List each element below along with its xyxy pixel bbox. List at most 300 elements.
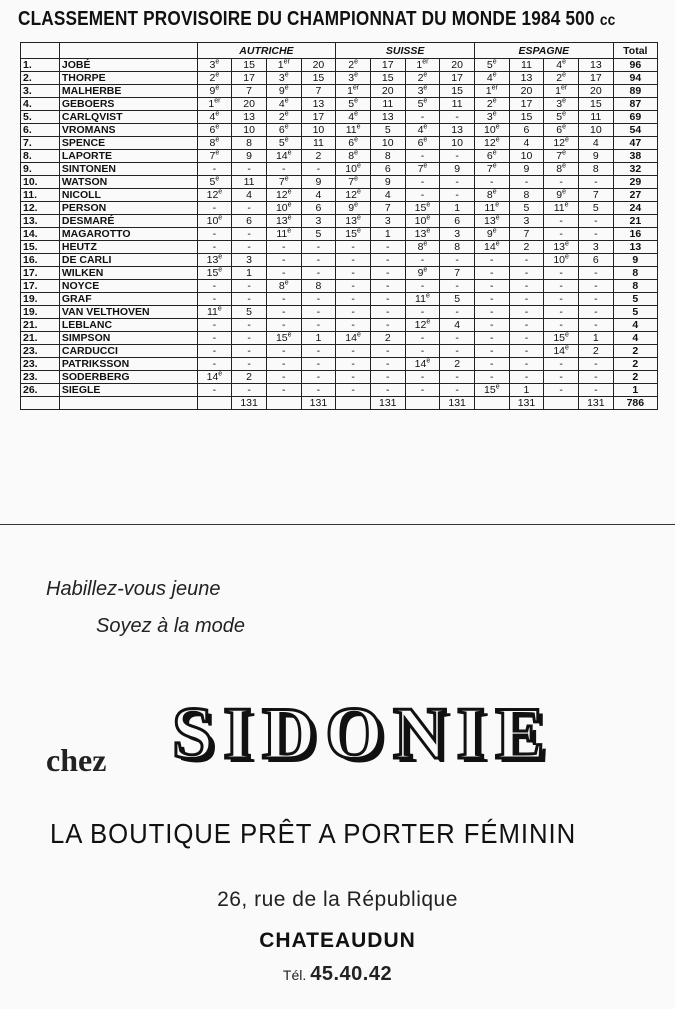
points-cell: 1: [578, 332, 613, 345]
placing-cell: 3e: [544, 98, 579, 111]
placing-cell: 9e: [474, 228, 509, 241]
points-cell: -: [370, 280, 405, 293]
total-cell: 29: [613, 176, 657, 189]
points-cell: -: [509, 267, 544, 280]
section-divider: [0, 524, 675, 525]
placing-cell: 11e: [544, 202, 579, 215]
total-cell: 87: [613, 98, 657, 111]
rider-name-cell: WILKEN: [59, 267, 197, 280]
placing-cell: -: [197, 293, 232, 306]
table-row: [21, 202, 658, 215]
rider-name-cell: VAN VELTHOVEN: [59, 306, 197, 319]
points-cell: 13: [301, 98, 336, 111]
table-row: [21, 85, 658, 98]
points-cell: 1: [509, 384, 544, 397]
placing-cell: 14e: [405, 358, 440, 371]
points-cell: -: [578, 280, 613, 293]
sum-blank-cell: [474, 397, 509, 410]
placing-cell: 4e: [474, 72, 509, 85]
points-cell: 13: [440, 124, 475, 137]
placing-cell: 4e: [336, 111, 371, 124]
placing-cell: -: [197, 319, 232, 332]
placing-cell: 2e: [336, 59, 371, 72]
total-cell: 2: [613, 358, 657, 371]
grand-total-cell: 786: [613, 397, 657, 410]
points-cell: -: [232, 202, 267, 215]
points-cell: 3: [509, 215, 544, 228]
rank-cell: 11.: [21, 189, 60, 202]
standings-body: [21, 59, 658, 410]
placing-cell: 4e: [266, 98, 301, 111]
placing-cell: -: [197, 358, 232, 371]
placing-cell: 15e: [544, 332, 579, 345]
placing-cell: 11e: [405, 293, 440, 306]
placing-cell: -: [544, 384, 579, 397]
placing-cell: 5e: [544, 111, 579, 124]
placing-cell: 6e: [197, 124, 232, 137]
placing-cell: -: [336, 254, 371, 267]
placing-cell: -: [405, 111, 440, 124]
rider-name-cell: DESMARÉ: [59, 215, 197, 228]
placing-cell: 12e: [266, 189, 301, 202]
points-cell: -: [578, 293, 613, 306]
placing-cell: -: [336, 267, 371, 280]
points-cell: 11: [232, 176, 267, 189]
points-cell: 13: [578, 59, 613, 72]
points-cell: 15: [440, 85, 475, 98]
rank-cell: 4.: [21, 98, 60, 111]
rider-name-cell: GRAF: [59, 293, 197, 306]
points-cell: 9: [440, 163, 475, 176]
points-cell: 17: [232, 72, 267, 85]
placing-cell: -: [544, 371, 579, 384]
points-cell: 8: [509, 189, 544, 202]
points-cell: 9: [232, 150, 267, 163]
rank-cell: 2.: [21, 72, 60, 85]
total-cell: 24: [613, 202, 657, 215]
points-cell: 4: [578, 137, 613, 150]
points-cell: -: [370, 345, 405, 358]
placing-cell: 15e: [197, 267, 232, 280]
placing-cell: 10e: [544, 254, 579, 267]
points-cell: 8: [232, 137, 267, 150]
placing-cell: 7e: [544, 150, 579, 163]
points-cell: 4: [232, 189, 267, 202]
brand-logo: SIDONIE: [172, 693, 555, 775]
placing-cell: -: [405, 345, 440, 358]
total-cell: 8: [613, 267, 657, 280]
placing-cell: -: [266, 371, 301, 384]
sum-points-cell: 131: [509, 397, 544, 410]
placing-cell: -: [266, 358, 301, 371]
placing-cell: 10e: [197, 215, 232, 228]
rider-name-cell: MALHERBE: [59, 85, 197, 98]
points-cell: 5: [232, 306, 267, 319]
rank-cell: 23.: [21, 371, 60, 384]
points-cell: -: [370, 254, 405, 267]
placing-cell: 5e: [266, 137, 301, 150]
table-row: [21, 137, 658, 150]
placing-cell: -: [544, 215, 579, 228]
title-unit: cc: [599, 12, 616, 29]
placing-cell: 12e: [405, 319, 440, 332]
placing-cell: 4e: [197, 111, 232, 124]
rank-cell: 3.: [21, 85, 60, 98]
placing-cell: 2e: [266, 111, 301, 124]
points-cell: 1: [440, 202, 475, 215]
placing-cell: 8e: [544, 163, 579, 176]
points-cell: -: [509, 176, 544, 189]
rider-name-cell: SODERBERG: [59, 371, 197, 384]
points-cell: 10: [509, 150, 544, 163]
placing-cell: 6e: [336, 137, 371, 150]
placing-cell: 14e: [336, 332, 371, 345]
rank-cell: 14.: [21, 228, 60, 241]
points-cell: 20: [232, 98, 267, 111]
placing-cell: -: [336, 384, 371, 397]
phone-label: Tél.: [282, 967, 307, 983]
rider-name-cell: SIEGLE: [59, 384, 197, 397]
total-cell: 27: [613, 189, 657, 202]
table-row: [21, 293, 658, 306]
placing-cell: -: [405, 371, 440, 384]
points-cell: 11: [440, 98, 475, 111]
rank-cell: 23.: [21, 345, 60, 358]
points-cell: 17: [509, 98, 544, 111]
placing-cell: 11e: [266, 228, 301, 241]
rank-cell: 21.: [21, 319, 60, 332]
points-cell: -: [232, 241, 267, 254]
total-cell: 4: [613, 332, 657, 345]
placing-cell: 13e: [336, 215, 371, 228]
points-cell: 15: [578, 98, 613, 111]
table-row: [21, 111, 658, 124]
placing-cell: 8e: [266, 280, 301, 293]
placing-cell: -: [266, 241, 301, 254]
table-row: [21, 384, 658, 397]
placing-cell: -: [266, 293, 301, 306]
points-cell: -: [232, 332, 267, 345]
placing-cell: -: [266, 319, 301, 332]
placing-cell: 13e: [405, 228, 440, 241]
rank-cell: 5.: [21, 111, 60, 124]
points-cell: 10: [578, 124, 613, 137]
points-cell: -: [578, 371, 613, 384]
placing-cell: 2e: [405, 72, 440, 85]
placing-cell: 4e: [405, 124, 440, 137]
sum-points-cell: 131: [440, 397, 475, 410]
rider-name-cell: NICOLL: [59, 189, 197, 202]
points-cell: -: [578, 176, 613, 189]
placing-cell: -: [544, 358, 579, 371]
placing-cell: 3e: [197, 59, 232, 72]
points-cell: -: [301, 371, 336, 384]
placing-cell: 7e: [197, 150, 232, 163]
rider-name-cell: PERSON: [59, 202, 197, 215]
placing-cell: 7e: [266, 176, 301, 189]
points-cell: 5: [370, 124, 405, 137]
placing-cell: -: [474, 254, 509, 267]
table-row: [21, 98, 658, 111]
placing-cell: -: [405, 189, 440, 202]
shop-phone: [0, 963, 675, 986]
placing-cell: 14e: [544, 345, 579, 358]
placing-cell: -: [197, 202, 232, 215]
rider-header: [59, 43, 197, 59]
sum-points-cell: 131: [370, 397, 405, 410]
placing-cell: -: [197, 280, 232, 293]
points-cell: 7: [232, 85, 267, 98]
points-cell: 10: [370, 137, 405, 150]
placing-cell: 12e: [544, 137, 579, 150]
placing-cell: 14e: [474, 241, 509, 254]
placing-cell: 1er: [544, 85, 579, 98]
points-cell: -: [301, 267, 336, 280]
placing-cell: -: [336, 280, 371, 293]
total-cell: 2: [613, 345, 657, 358]
group-header-spain: ESPAGNE: [474, 43, 613, 59]
sum-blank-cell: [21, 397, 60, 410]
table-row: [21, 163, 658, 176]
rank-cell: 13.: [21, 215, 60, 228]
points-cell: -: [301, 306, 336, 319]
placing-cell: 11e: [197, 306, 232, 319]
points-cell: 8: [301, 280, 336, 293]
placing-cell: -: [266, 254, 301, 267]
ad-chez-label: chez: [46, 742, 107, 778]
placing-cell: -: [266, 345, 301, 358]
points-cell: -: [232, 384, 267, 397]
rank-header: [21, 43, 60, 59]
placing-cell: -: [266, 267, 301, 280]
placing-cell: 9e: [197, 85, 232, 98]
points-cell: -: [440, 306, 475, 319]
rank-cell: 21.: [21, 332, 60, 345]
rider-name-cell: CARLQVIST: [59, 111, 197, 124]
placing-cell: 1er: [336, 85, 371, 98]
points-cell: 7: [440, 267, 475, 280]
points-cell: 20: [509, 85, 544, 98]
points-cell: 11: [370, 98, 405, 111]
placing-cell: 8e: [405, 241, 440, 254]
title-text: CLASSEMENT PROVISOIRE DU CHAMPIONNAT DU MONDE 1984 500: [18, 8, 595, 30]
points-cell: 3: [301, 215, 336, 228]
placing-cell: -: [336, 345, 371, 358]
placing-cell: 14e: [266, 150, 301, 163]
placing-cell: 15e: [336, 228, 371, 241]
placing-cell: 3e: [266, 72, 301, 85]
placing-cell: -: [544, 228, 579, 241]
rank-cell: 10.: [21, 176, 60, 189]
placing-cell: -: [544, 319, 579, 332]
total-cell: 47: [613, 137, 657, 150]
placing-cell: 12e: [336, 189, 371, 202]
page-title: [18, 8, 616, 31]
placing-cell: -: [405, 332, 440, 345]
sum-points-cell: 131: [578, 397, 613, 410]
points-cell: -: [232, 293, 267, 306]
total-header: Total: [613, 43, 657, 59]
table-row: [21, 176, 658, 189]
shop-address: 26, rue de la République: [217, 888, 458, 911]
rider-name-cell: CARDUCCI: [59, 345, 197, 358]
points-cell: 20: [440, 59, 475, 72]
points-cell: 7: [578, 189, 613, 202]
placing-cell: -: [405, 176, 440, 189]
points-cell: 3: [440, 228, 475, 241]
table-row: [21, 319, 658, 332]
table-row: [21, 345, 658, 358]
placing-cell: 14e: [197, 371, 232, 384]
sum-row: [21, 397, 658, 410]
points-cell: 6: [578, 254, 613, 267]
table-header-row: [21, 43, 658, 59]
placing-cell: -: [336, 241, 371, 254]
placing-cell: -: [544, 293, 579, 306]
placing-cell: -: [266, 306, 301, 319]
table-row: [21, 72, 658, 85]
placing-cell: -: [474, 267, 509, 280]
points-cell: -: [301, 293, 336, 306]
placing-cell: -: [197, 384, 232, 397]
points-cell: -: [509, 332, 544, 345]
group-header-switzerland: SUISSE: [336, 43, 475, 59]
total-cell: 8: [613, 280, 657, 293]
total-cell: 1: [613, 384, 657, 397]
points-cell: -: [301, 345, 336, 358]
points-cell: 2: [232, 371, 267, 384]
placing-cell: -: [544, 280, 579, 293]
table-row: [21, 215, 658, 228]
points-cell: -: [509, 254, 544, 267]
points-cell: 2: [578, 345, 613, 358]
rank-cell: 19.: [21, 293, 60, 306]
points-cell: -: [370, 241, 405, 254]
standings-table: [20, 42, 658, 410]
points-cell: -: [370, 371, 405, 384]
placing-cell: -: [336, 371, 371, 384]
placing-cell: 7e: [405, 163, 440, 176]
placing-cell: -: [336, 306, 371, 319]
points-cell: -: [578, 215, 613, 228]
placing-cell: 6e: [266, 124, 301, 137]
table-row: [21, 332, 658, 345]
rank-cell: 7.: [21, 137, 60, 150]
placing-cell: -: [474, 280, 509, 293]
points-cell: 5: [578, 202, 613, 215]
placing-cell: 7e: [336, 176, 371, 189]
rider-name-cell: SPENCE: [59, 137, 197, 150]
points-cell: 17: [370, 59, 405, 72]
rider-name-cell: WATSON: [59, 176, 197, 189]
points-cell: 5: [440, 293, 475, 306]
points-cell: 8: [578, 163, 613, 176]
placing-cell: 8e: [474, 189, 509, 202]
rider-name-cell: PATRIKSSON: [59, 358, 197, 371]
points-cell: -: [440, 189, 475, 202]
points-cell: 5: [301, 228, 336, 241]
group-header-austria: AUTRICHE: [197, 43, 336, 59]
points-cell: 2: [370, 332, 405, 345]
placing-cell: 13e: [197, 254, 232, 267]
points-cell: 6: [440, 215, 475, 228]
total-cell: 32: [613, 163, 657, 176]
placing-cell: -: [197, 332, 232, 345]
points-cell: -: [509, 293, 544, 306]
points-cell: 11: [509, 59, 544, 72]
rider-name-cell: THORPE: [59, 72, 197, 85]
points-cell: 7: [370, 202, 405, 215]
total-cell: 4: [613, 319, 657, 332]
placing-cell: 6e: [544, 124, 579, 137]
rank-cell: 12.: [21, 202, 60, 215]
table-row: [21, 306, 658, 319]
points-cell: 10: [440, 137, 475, 150]
placing-cell: 5e: [405, 98, 440, 111]
points-cell: 1: [301, 332, 336, 345]
points-cell: 6: [509, 124, 544, 137]
total-cell: 5: [613, 293, 657, 306]
points-cell: 11: [578, 111, 613, 124]
placing-cell: -: [197, 241, 232, 254]
points-cell: 8: [370, 150, 405, 163]
sum-points-cell: 131: [232, 397, 267, 410]
points-cell: 6: [370, 163, 405, 176]
points-cell: -: [370, 358, 405, 371]
points-cell: 17: [578, 72, 613, 85]
points-cell: -: [370, 306, 405, 319]
placing-cell: 15e: [266, 332, 301, 345]
table-row: [21, 228, 658, 241]
placing-cell: -: [266, 384, 301, 397]
points-cell: 13: [232, 111, 267, 124]
placing-cell: -: [474, 176, 509, 189]
placing-cell: -: [266, 163, 301, 176]
total-cell: 13: [613, 241, 657, 254]
points-cell: 9: [370, 176, 405, 189]
placing-cell: 9e: [405, 267, 440, 280]
points-cell: -: [232, 228, 267, 241]
placing-cell: 5e: [336, 98, 371, 111]
placing-cell: 10e: [405, 215, 440, 228]
placing-cell: 3e: [405, 85, 440, 98]
placing-cell: 9e: [266, 85, 301, 98]
points-cell: 1: [370, 228, 405, 241]
points-cell: -: [578, 306, 613, 319]
points-cell: -: [232, 280, 267, 293]
rank-cell: 26.: [21, 384, 60, 397]
rider-name-cell: DE CARLI: [59, 254, 197, 267]
placing-cell: 10e: [474, 124, 509, 137]
points-cell: 6: [301, 202, 336, 215]
points-cell: 4: [440, 319, 475, 332]
points-cell: 2: [440, 358, 475, 371]
points-cell: 9: [509, 163, 544, 176]
points-cell: 20: [578, 85, 613, 98]
table-row: [21, 150, 658, 163]
points-cell: 9: [578, 150, 613, 163]
placing-cell: 2e: [197, 72, 232, 85]
points-cell: 11: [301, 137, 336, 150]
placing-cell: 9e: [544, 189, 579, 202]
points-cell: 4: [509, 137, 544, 150]
points-cell: -: [509, 319, 544, 332]
sum-points-cell: 131: [301, 397, 336, 410]
points-cell: -: [440, 345, 475, 358]
points-cell: 20: [301, 59, 336, 72]
sum-blank-cell: [59, 397, 197, 410]
placing-cell: 1er: [474, 85, 509, 98]
